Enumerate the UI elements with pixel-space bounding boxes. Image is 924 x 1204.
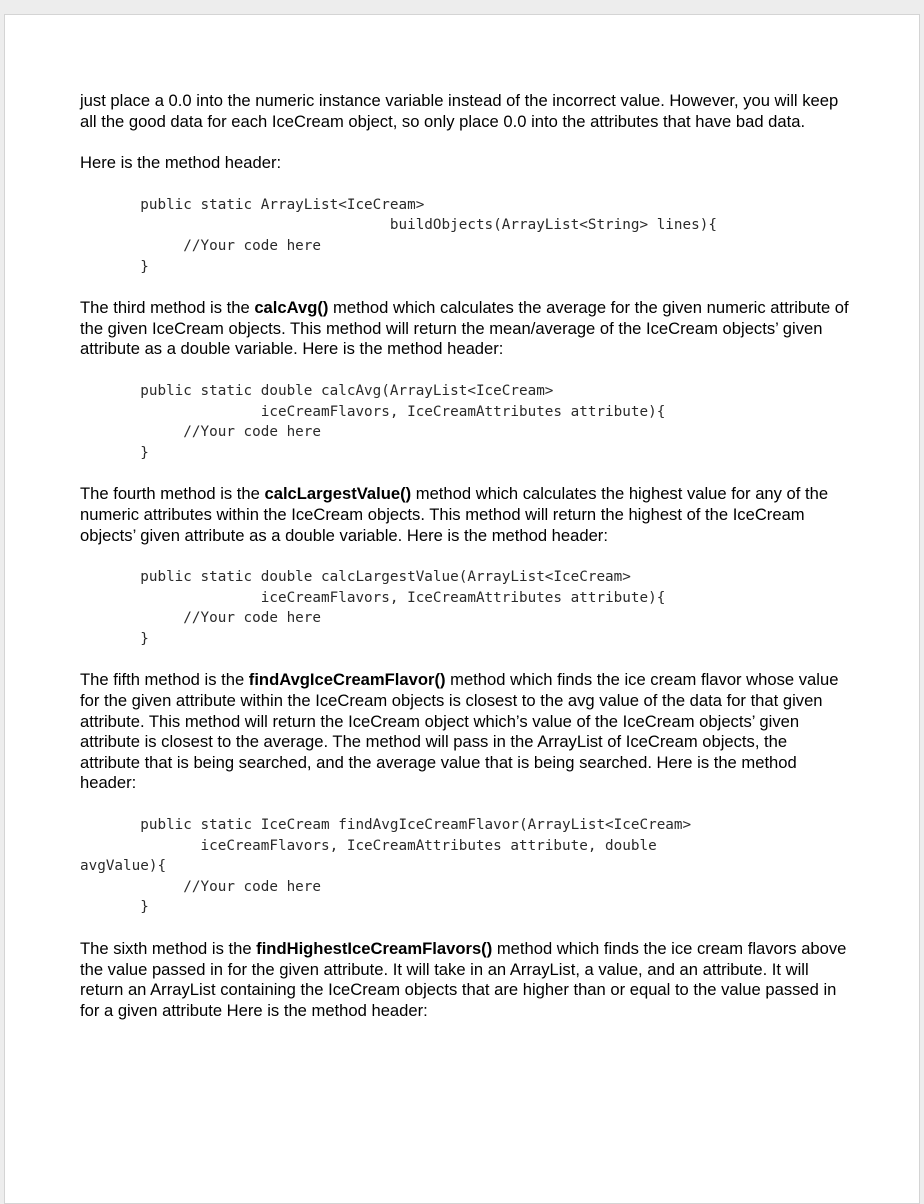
document-content	[80, 91, 850, 1021]
paragraph-intro: just place a 0.0 into the numeric instance variable instead of the incorrect value. However, you will keep all the good data for each IceCream object, so only place 0.0 into the attributes that have bad data.	[80, 91, 839, 131]
code-line: buildObjects(ArrayList<String> lines){	[80, 217, 717, 234]
method-name-calc-largest: calcLargestValue()	[264, 484, 412, 504]
code-block-find-avg	[80, 815, 850, 918]
code-line: iceCreamFlavors, IceCreamAttributes attribute){	[80, 589, 666, 606]
paragraph-header-intro: Here is the method header:	[80, 153, 282, 173]
code-line: public static double calcAvg(ArrayList<IceCream>	[80, 382, 554, 399]
code-line: avgValue){	[80, 858, 167, 875]
code-line: }	[80, 258, 149, 275]
method-name-find-avg: findAvgIceCreamFlavor()	[248, 670, 446, 690]
document-page	[4, 14, 920, 1204]
code-line: }	[80, 630, 149, 647]
method-name-calc-avg: calcAvg()	[254, 298, 329, 318]
code-line: }	[80, 444, 149, 461]
paragraph-find-highest: The sixth method is the findHighestIceCreamFlavors() method which finds the ice cream flavors above the value passed in for the given attribute. It will take in an ArrayList, a value, and an attribute. It will return an ArrayList containing the IceCream objects that are higher than or equal to the value passed in for a given attribute Here is the method header:	[80, 939, 847, 1020]
paragraph-find-avg: The fifth method is the findAvgIceCreamFlavor() method which finds the ice cream flavor whose value for the given attribute within the IceCream objects is closest to the avg value of the data for that given attribute. This method will return the IceCream object which’s value of the IceCream objects’ given attribute is closest to the average. The method will pass in the ArrayList of IceCream objects, the attribute that is being searched, and the average value that is being searched. Here is the method header:	[80, 670, 839, 793]
code-line: //Your code here	[80, 610, 322, 627]
code-line: //Your code here	[80, 878, 322, 895]
code-block-build-objects	[80, 195, 850, 277]
paragraph-calc-avg: The third method is the calcAvg() method which calculates the average for the given numeric attribute of the given IceCream objects. This method will return the mean/average of the IceCream objects’ given attribute as a double variable. Here is the method header:	[80, 298, 849, 359]
code-line: public static ArrayList<IceCream>	[80, 196, 425, 213]
code-line: }	[80, 899, 149, 916]
code-line: public static double calcLargestValue(ArrayList<IceCream>	[80, 569, 631, 586]
code-line: public static IceCream findAvgIceCreamFlavor(ArrayList<IceCream>	[80, 817, 692, 834]
code-block-calc-avg	[80, 381, 850, 463]
code-line: //Your code here	[80, 237, 322, 254]
paragraph-calc-largest: The fourth method is the calcLargestValue() method which calculates the highest value for any of the numeric attributes within the IceCream objects. This method will return the highest of the IceCream objects’ given attribute as a double variable. Here is the method header:	[80, 484, 829, 545]
code-line: //Your code here	[80, 424, 322, 441]
code-line: iceCreamFlavors, IceCreamAttributes attribute){	[80, 403, 666, 420]
code-block-calc-largest	[80, 567, 850, 649]
method-name-find-highest: findHighestIceCreamFlavors()	[256, 939, 493, 958]
code-line: iceCreamFlavors, IceCreamAttributes attribute, double	[80, 837, 657, 854]
